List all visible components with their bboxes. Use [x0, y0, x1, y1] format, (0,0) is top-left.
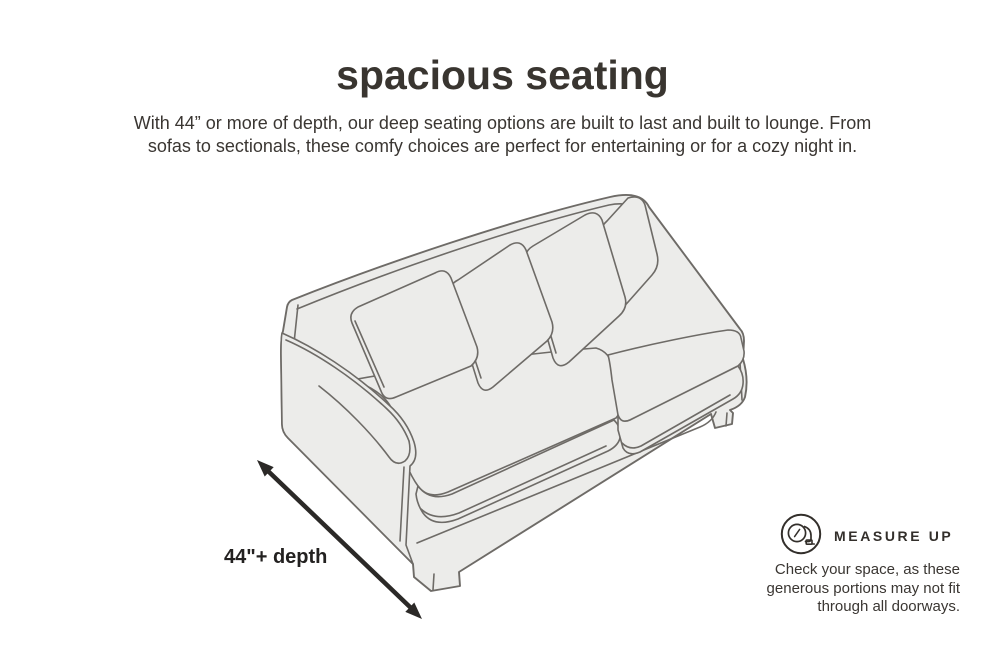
measure-up-note: [762, 561, 960, 617]
tape-measure-icon: [780, 513, 822, 560]
measure-up-heading: MEASURE UP: [834, 528, 954, 544]
intro-line-2: sofas to sectionals, these comfy choices are perfect for entertaining or for a cozy night in.: [147, 136, 858, 156]
page-title: spacious seating: [336, 52, 669, 98]
sofa-foot-right: [726, 413, 727, 426]
measure-up-note-line-2: generous portions may not fit: [766, 579, 960, 597]
intro-line-1: With 44” or more of depth, our deep seating options are built to last and built to lounge. From: [133, 113, 872, 133]
measure-up-callout: [762, 514, 960, 617]
measure-up-note-line-3: through all doorways.: [817, 598, 960, 615]
measure-up-note-line-1: Check your space, as these: [774, 561, 960, 578]
depth-dimension-label: 44"+ depth: [224, 546, 328, 568]
sofa-foot-left: [433, 574, 434, 590]
measure-up-header: [780, 514, 960, 558]
